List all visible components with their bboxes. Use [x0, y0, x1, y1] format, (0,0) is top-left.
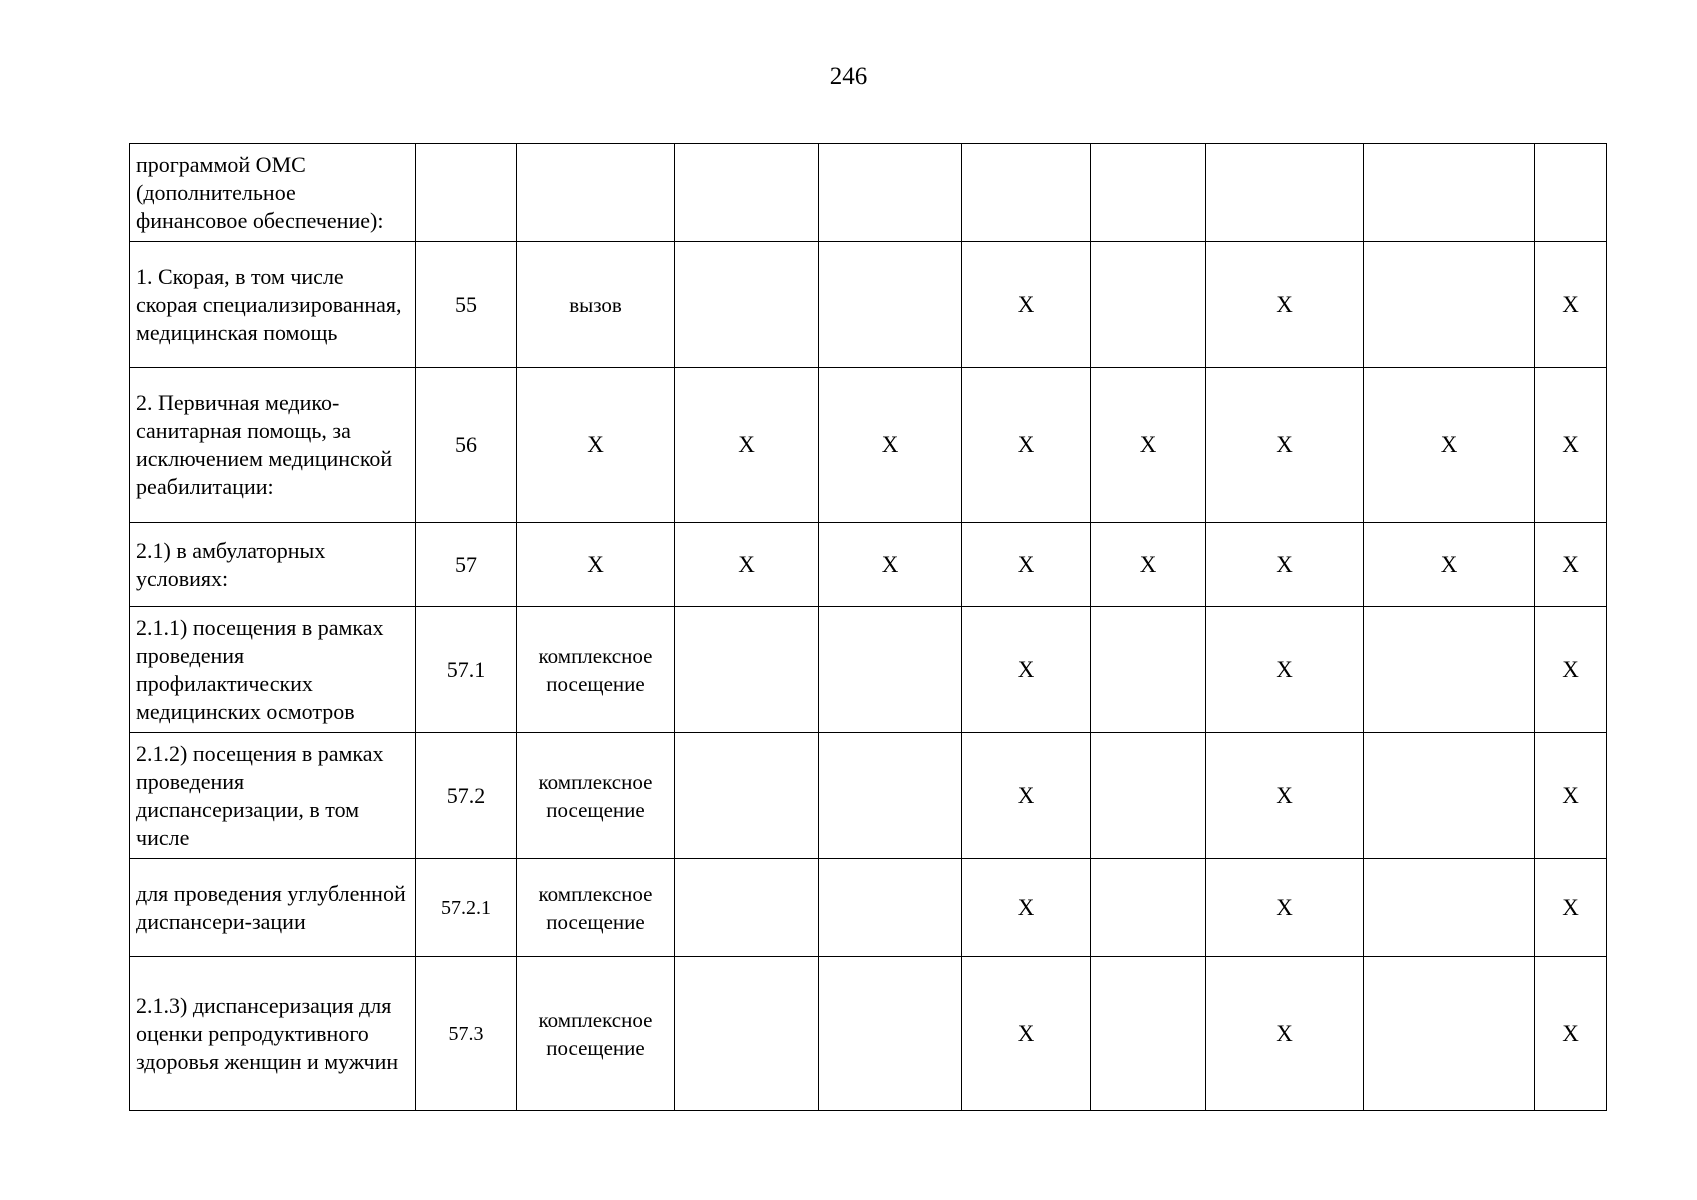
row-unit: Х — [517, 523, 675, 607]
table-cell: Х — [1535, 368, 1607, 523]
row-name: 2.1.1) посещения в рамках проведения профилактических медицинских осмотров — [130, 607, 416, 733]
table-cell — [675, 859, 819, 957]
row-unit — [517, 144, 675, 242]
row-unit: комплексное посещение — [517, 733, 675, 859]
row-unit: вызов — [517, 242, 675, 368]
table-cell — [1535, 144, 1607, 242]
row-name: 2.1.2) посещения в рамках проведения диспансеризации, в том числе — [130, 733, 416, 859]
table-row — [130, 859, 1607, 957]
table-cell — [819, 733, 962, 859]
page-number: 246 — [829, 63, 868, 90]
table-row — [130, 733, 1607, 859]
row-name: 1. Скорая, в том числе скорая специализированная, медицинская помощь — [130, 242, 416, 368]
table-cell — [819, 144, 962, 242]
table-cell: Х — [1206, 859, 1364, 957]
row-code: 55 — [416, 242, 517, 368]
table-cell — [819, 242, 962, 368]
row-unit: комплексное посещение — [517, 607, 675, 733]
table-cell — [1091, 859, 1206, 957]
table-cell: Х — [1535, 957, 1607, 1111]
table-cell — [675, 957, 819, 1111]
table-cell: Х — [962, 957, 1091, 1111]
row-unit: Х — [517, 368, 675, 523]
table-cell: Х — [962, 607, 1091, 733]
table-cell — [1364, 957, 1535, 1111]
table-cell: Х — [675, 523, 819, 607]
table-cell: Х — [1364, 523, 1535, 607]
table-cell — [675, 242, 819, 368]
table-cell — [1364, 607, 1535, 733]
table-row — [130, 607, 1607, 733]
table-row — [130, 144, 1607, 242]
table-cell: Х — [819, 368, 962, 523]
table-cell: Х — [1535, 859, 1607, 957]
table-cell: Х — [1535, 607, 1607, 733]
row-code: 57.2 — [416, 733, 517, 859]
table-cell — [819, 607, 962, 733]
row-name: 2. Первичная медико-санитарная помощь, за исключением медицинской реабилитации: — [130, 368, 416, 523]
table-cell — [1364, 242, 1535, 368]
table-cell: Х — [1364, 368, 1535, 523]
table-cell — [962, 144, 1091, 242]
table-cell: Х — [962, 523, 1091, 607]
table-row — [130, 242, 1607, 368]
table-cell: Х — [962, 733, 1091, 859]
table-cell — [819, 957, 962, 1111]
row-code — [416, 144, 517, 242]
row-code: 57.3 — [416, 957, 517, 1111]
row-name: для проведения углубленной диспансери-зации — [130, 859, 416, 957]
table-cell: Х — [1535, 523, 1607, 607]
row-unit: комплексное посещение — [517, 859, 675, 957]
table-cell — [1364, 859, 1535, 957]
row-code: 56 — [416, 368, 517, 523]
table-cell: Х — [1206, 242, 1364, 368]
table-cell: Х — [962, 242, 1091, 368]
table-cell — [1364, 144, 1535, 242]
document-table — [129, 143, 1607, 1111]
table-cell: Х — [1206, 957, 1364, 1111]
row-name: 2.1) в амбулаторных условиях: — [130, 523, 416, 607]
row-name: 2.1.3) диспансеризация для оценки репродуктивного здоровья женщин и мужчин — [130, 957, 416, 1111]
table-cell — [1364, 733, 1535, 859]
row-unit: комплексное посещение — [517, 957, 675, 1111]
table-cell: Х — [1091, 368, 1206, 523]
table-cell: Х — [675, 368, 819, 523]
table-cell: Х — [1535, 242, 1607, 368]
row-name: программой ОМС (дополнительное финансовое обеспечение): — [130, 144, 416, 242]
table-cell: Х — [1535, 733, 1607, 859]
table-cell: Х — [1206, 733, 1364, 859]
table-cell — [1091, 144, 1206, 242]
table-cell — [1206, 144, 1364, 242]
table-cell: Х — [1206, 523, 1364, 607]
row-code: 57 — [416, 523, 517, 607]
table-cell — [819, 859, 962, 957]
table-row — [130, 523, 1607, 607]
table-cell — [1091, 607, 1206, 733]
table-row — [130, 957, 1607, 1111]
row-code: 57.2.1 — [416, 859, 517, 957]
table-cell — [675, 144, 819, 242]
table-cell — [1091, 957, 1206, 1111]
table-cell: Х — [962, 368, 1091, 523]
table-cell — [1091, 733, 1206, 859]
table-cell: Х — [1206, 607, 1364, 733]
table-cell: Х — [962, 859, 1091, 957]
table-cell — [675, 607, 819, 733]
table-cell: Х — [1091, 523, 1206, 607]
table-cell: Х — [1206, 368, 1364, 523]
table-cell: Х — [819, 523, 962, 607]
table-cell — [1091, 242, 1206, 368]
table-row — [130, 368, 1607, 523]
table-cell — [675, 733, 819, 859]
row-code: 57.1 — [416, 607, 517, 733]
